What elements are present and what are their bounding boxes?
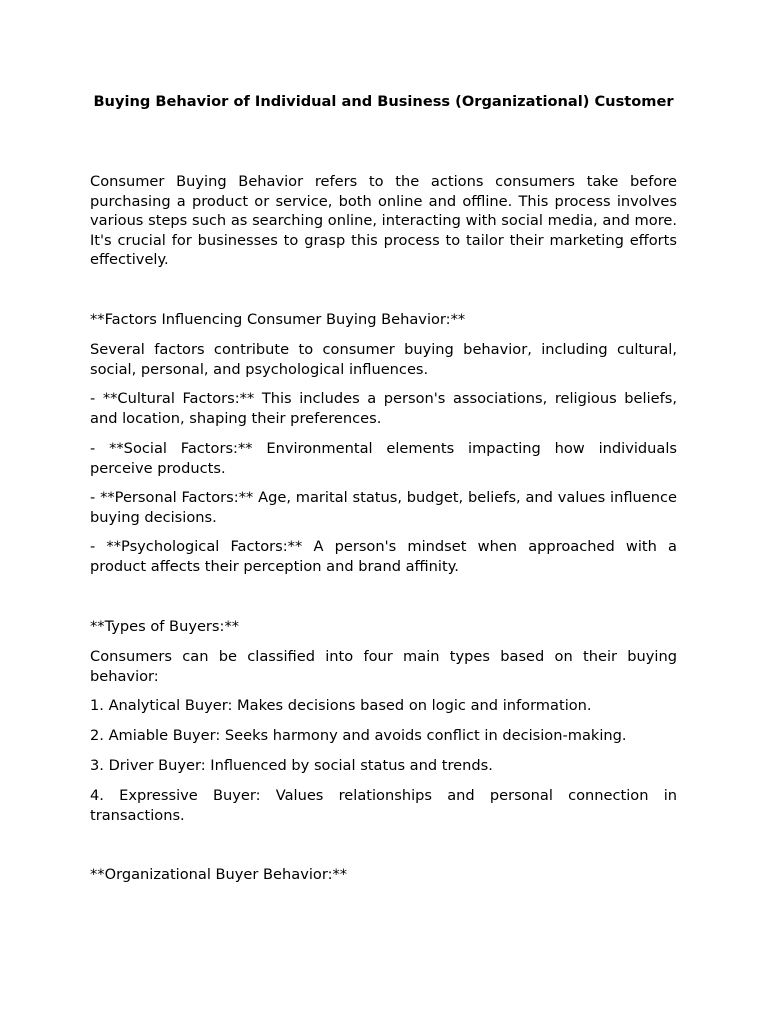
- factor-item-personal: - **Personal Factors:** Age, marital status, budget, beliefs, and values influence buying decisions.: [90, 489, 677, 526]
- document-page: [90, 0, 677, 1024]
- buyers-heading: **Types of Buyers:**: [90, 618, 240, 635]
- buyers-intro: Consumers can be classified into four main types based on their buying behavior:: [90, 648, 677, 685]
- buyer-item-expressive: 4. Expressive Buyer: Values relationships and personal connection in transactions.: [90, 787, 677, 824]
- factor-item-cultural: - **Cultural Factors:** This includes a person's associations, religious beliefs, and location, shaping their preferences.: [90, 390, 677, 427]
- factor-item-social: - **Social Factors:** Environmental elements impacting how individuals perceive products.: [90, 440, 677, 477]
- buyer-item-analytical: 1. Analytical Buyer: Makes decisions based on logic and information.: [90, 697, 592, 714]
- buyer-item-amiable: 2. Amiable Buyer: Seeks harmony and avoids conflict in decision-making.: [90, 727, 627, 744]
- factor-item-psychological: - **Psychological Factors:** A person's mindset when approached with a product affects their perception and brand affinity.: [90, 538, 677, 575]
- factors-heading: **Factors Influencing Consumer Buying Behavior:**: [90, 311, 466, 328]
- organizational-heading: **Organizational Buyer Behavior:**: [90, 866, 348, 883]
- buyer-item-driver: 3. Driver Buyer: Influenced by social status and trends.: [90, 757, 493, 774]
- intro-paragraph: Consumer Buying Behavior refers to the actions consumers take before purchasing a product or service, both online and offline. This process involves various steps such as searching online, interacting with social media, and more. It's crucial for businesses to grasp this process to tailor their marketing efforts effectively.: [90, 173, 677, 269]
- factors-intro: Several factors contribute to consumer buying behavior, including cultural, social, personal, and psychological influences.: [90, 341, 677, 378]
- document-title: Buying Behavior of Individual and Business (Organizational) Customer: [93, 93, 674, 110]
